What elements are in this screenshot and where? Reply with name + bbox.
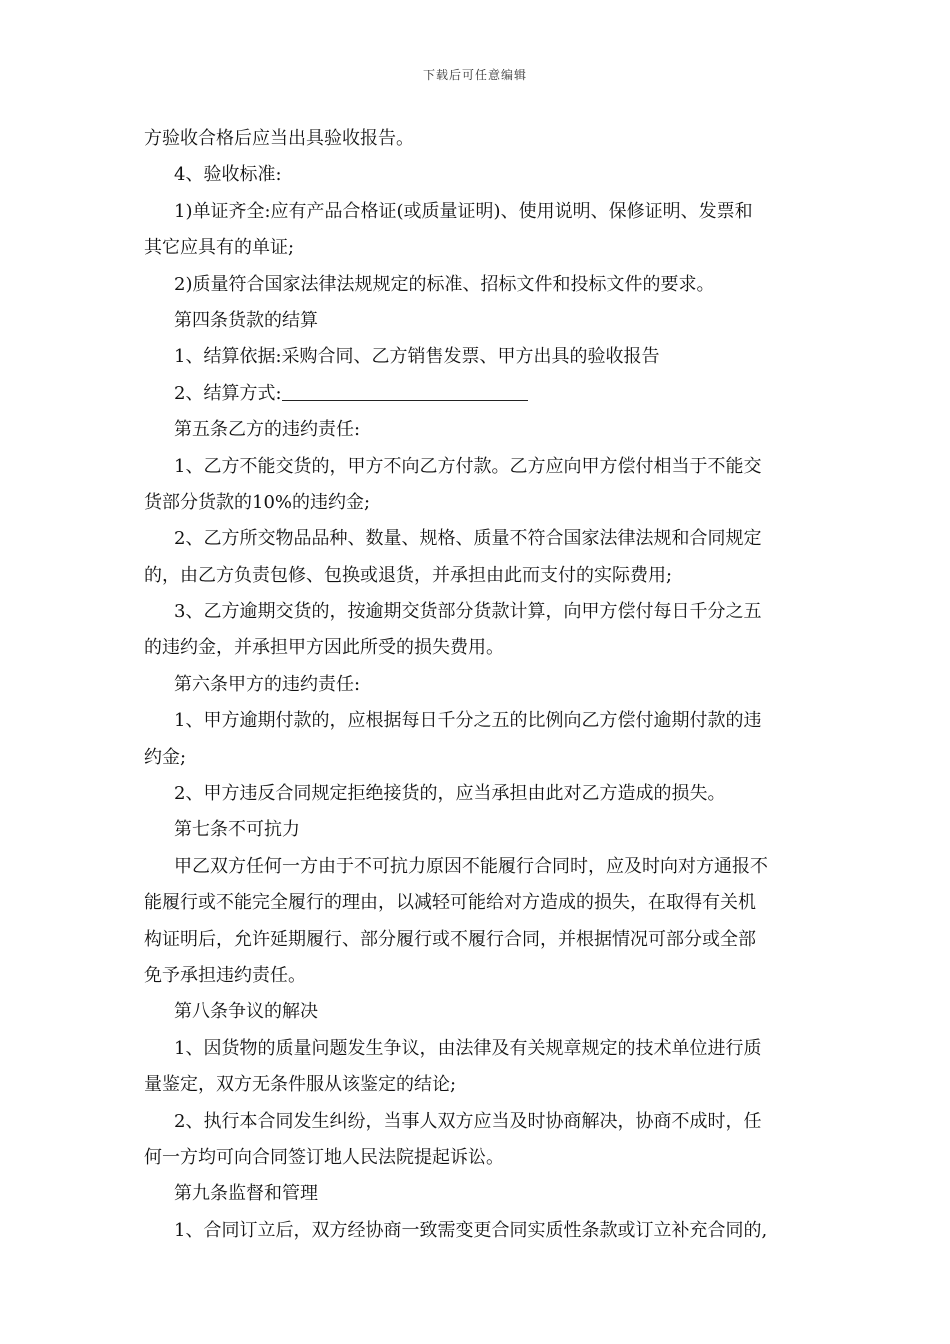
paragraph-line	[144, 740, 809, 776]
line-text: 2、甲方违反合同规定拒绝接货的，应当承担由此对乙方造成的损失。	[174, 783, 726, 805]
line-text: 第九条监督和管理	[174, 1183, 318, 1205]
paragraph-line	[144, 121, 809, 157]
paragraph-line	[144, 157, 809, 193]
line-text: 甲乙双方任何一方由于不可抗力原因不能履行合同时，应及时向对方通报不	[174, 855, 768, 877]
line-text: 第八条争议的解决	[174, 1001, 318, 1023]
document-body	[144, 121, 809, 1249]
line-text: 第六条甲方的违约责任:	[174, 673, 361, 695]
paragraph-line	[144, 1031, 809, 1067]
paragraph-line	[144, 594, 809, 630]
line-text: 第五条乙方的违约责任:	[174, 419, 361, 441]
line-text: 第四条货款的结算	[174, 309, 318, 331]
paragraph-line	[144, 194, 809, 230]
line-text: 1)单证齐全:应有产品合格证(或质量证明)、使用说明、保修证明、发票和	[174, 200, 753, 222]
line-text: 1、乙方不能交货的，甲方不向乙方付款。乙方应向甲方偿付相当于不能交	[174, 455, 762, 477]
line-text: 2、执行本合同发生纠纷，当事人双方应当及时协商解决，协商不成时，任	[174, 1110, 762, 1132]
paragraph-line	[144, 376, 809, 412]
paragraph-line	[144, 667, 809, 703]
paragraph-line	[144, 958, 809, 994]
line-text: 2、乙方所交物品品种、数量、规格、质量不符合国家法律法规和合同规定	[174, 528, 762, 550]
paragraph-line	[144, 339, 809, 375]
page-header: 下载后可任意编辑	[422, 68, 527, 82]
line-text: 的，由乙方负责包修、包换或退货，并承担由此而支付的实际费用;	[144, 564, 673, 586]
line-text: 何一方均可向合同签订地人民法院提起诉讼。	[144, 1146, 504, 1168]
paragraph-line	[144, 1140, 809, 1176]
paragraph-line	[144, 1213, 809, 1249]
paragraph-line	[144, 922, 809, 958]
paragraph-line	[144, 485, 809, 521]
line-text: 4、验收标准:	[174, 164, 282, 186]
line-text: 方验收合格后应当出具验收报告。	[144, 128, 414, 149]
fill-in-blank	[282, 382, 528, 401]
line-text: 免予承担违约责任。	[144, 964, 306, 986]
line-text: 约金;	[144, 746, 187, 768]
paragraph-line	[144, 558, 809, 594]
paragraph-line	[144, 1104, 809, 1140]
paragraph-line	[144, 230, 809, 266]
line-text: 构证明后，允许延期履行、部分履行或不履行合同，并根据情况可部分或全部	[144, 928, 756, 950]
paragraph-line	[144, 776, 809, 812]
line-text: 1、因货物的质量问题发生争议，由法律及有关规章规定的技术单位进行质	[174, 1037, 762, 1059]
paragraph-line	[144, 1067, 809, 1103]
line-text: 能履行或不能完全履行的理由，以减轻可能给对方造成的损失，在取得有关机	[144, 892, 756, 914]
line-text: 2)质量符合国家法律法规规定的标准、招标文件和投标文件的要求。	[174, 273, 715, 295]
line-text: 2、结算方式:	[174, 382, 282, 404]
paragraph-line	[144, 630, 809, 666]
line-text: 1、合同订立后，双方经协商一致需变更合同实质性条款或订立补充合同的,	[174, 1219, 768, 1241]
paragraph-line	[144, 267, 809, 303]
paragraph-line	[144, 521, 809, 557]
paragraph-line	[144, 303, 809, 339]
line-text: 其它应具有的单证;	[144, 237, 295, 259]
line-text: 的违约金，并承担甲方因此所受的损失费用。	[144, 637, 504, 659]
paragraph-line	[144, 703, 809, 739]
line-text: 3、乙方逾期交货的，按逾期交货部分货款计算，向甲方偿付每日千分之五	[174, 601, 762, 623]
line-text: 1、甲方逾期付款的，应根据每日千分之五的比例向乙方偿付逾期付款的违	[174, 710, 762, 732]
line-text: 货部分货款的10%的违约金;	[144, 491, 371, 513]
line-text: 1、结算依据:采购合同、乙方销售发票、甲方出具的验收报告	[174, 346, 660, 368]
paragraph-line	[144, 812, 809, 848]
paragraph-line	[144, 994, 809, 1030]
paragraph-line	[144, 449, 809, 485]
paragraph-line	[144, 885, 809, 921]
paragraph-line	[144, 412, 809, 448]
line-text: 量鉴定，双方无条件服从该鉴定的结论;	[144, 1074, 457, 1096]
line-text: 第七条不可抗力	[174, 819, 300, 841]
paragraph-line	[144, 849, 809, 885]
paragraph-line	[144, 1176, 809, 1212]
